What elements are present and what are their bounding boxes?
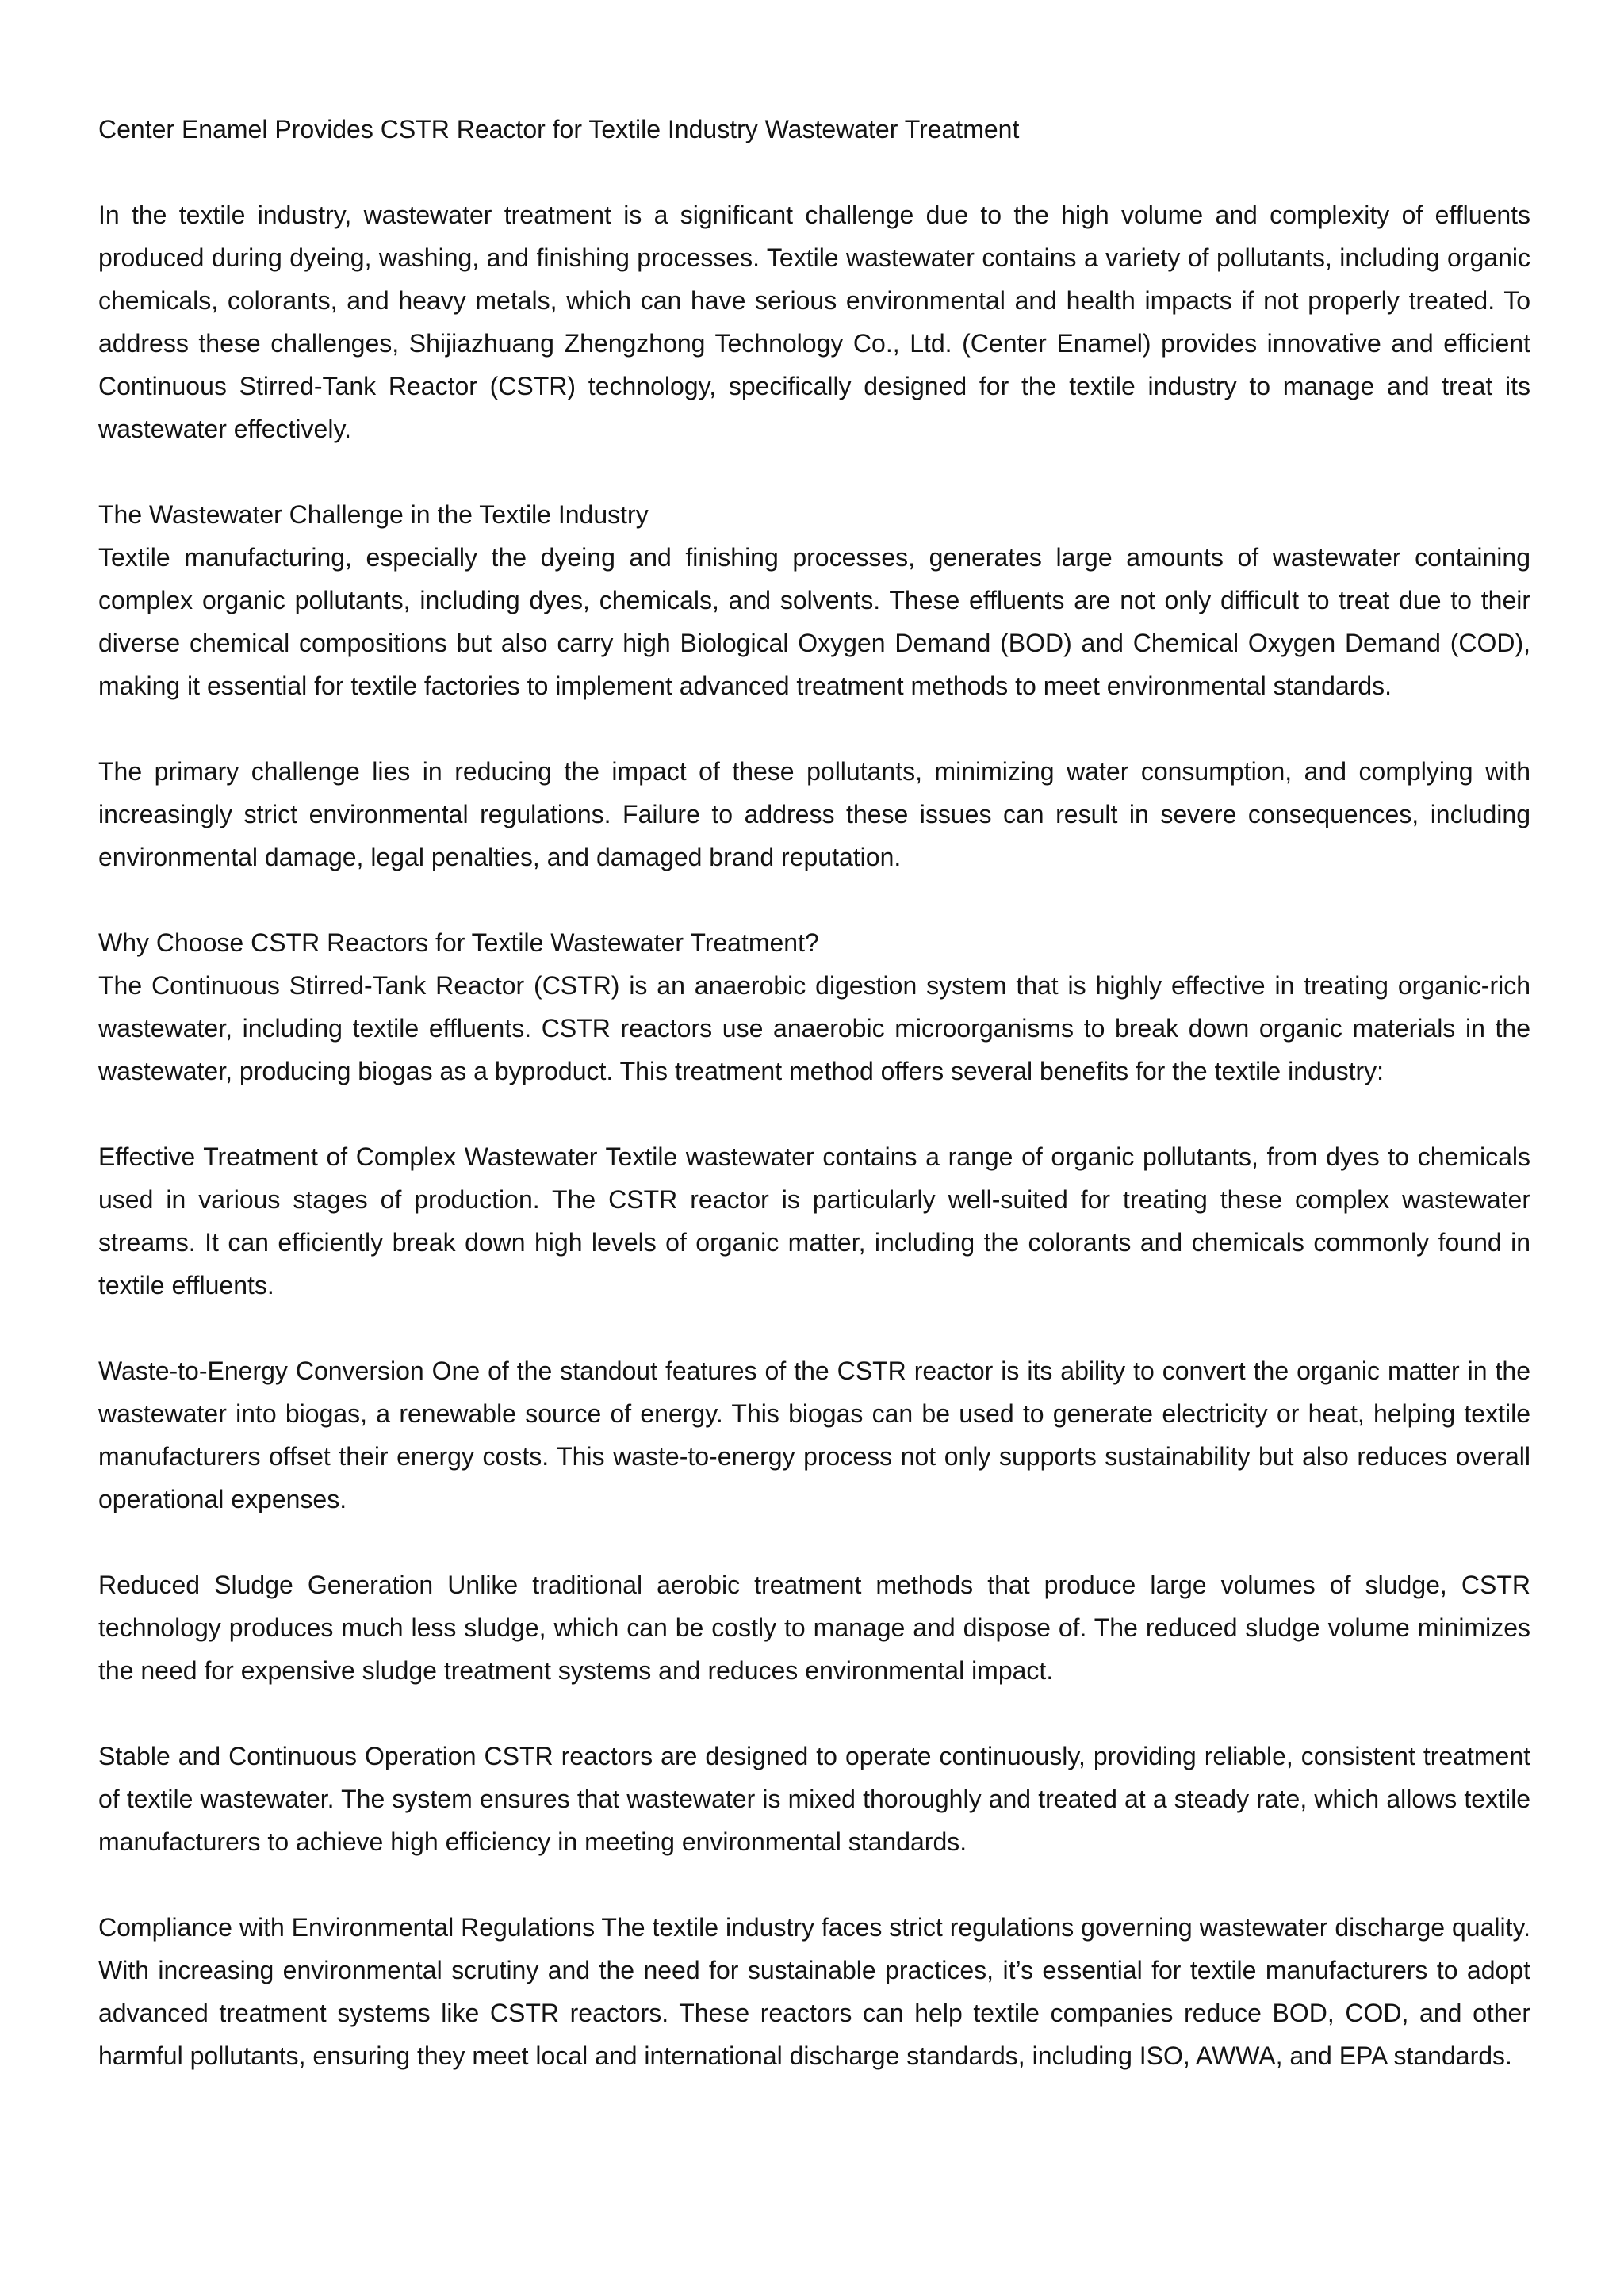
section-heading-wastewater-challenge: The Wastewater Challenge in the Textile Industry bbox=[98, 500, 649, 529]
paragraph: The primary challenge lies in reducing the impact of these pollutants, minimizing water consumption, and complying with increasingly strict environmental regulations. Failure to address these issues can result in severe consequences, including environmental damage, legal penalties, and damaged brand reputation. bbox=[98, 757, 1530, 871]
paragraph: Textile manufacturing, especially the dyeing and finishing processes, generates large amounts of wastewater containing complex organic pollutants, including dyes, chemicals, and solvents. These effluents are not only difficult to treat due to their diverse chemical compositions but also carry high Biological Oxygen Demand (BOD) and Chemical Oxygen Demand (COD), making it essential for textile factories to implement advanced treatment methods to meet environmental standards. bbox=[98, 543, 1530, 700]
benefit-paragraph-waste-to-energy: Waste-to-Energy Conversion One of the standout features of the CSTR reactor is its ability to convert the organic matter in the wastewater into biogas, a renewable source of energy. This biogas can be used to generate electricity or heat, helping textile manufacturers offset their energy costs. This waste-to-energy process not only supports sustainability but also reduces overall operational expenses. bbox=[98, 1357, 1530, 1513]
benefit-paragraph-stable-operation: Stable and Continuous Operation CSTR reactors are designed to operate continuously, providing reliable, consistent treatment of textile wastewater. The system ensures that wastewater is mixed thoroughly and treated at a steady rate, which allows textile manufacturers to achieve high efficiency in meeting environmental standards. bbox=[98, 1742, 1530, 1856]
benefit-paragraph-reduced-sludge: Reduced Sludge Generation Unlike traditional aerobic treatment methods that produce large volumes of sludge, CSTR technology produces much less sludge, which can be costly to manage and dispose of. The reduced sludge volume minimizes the need for expensive sludge treatment systems and reduces environmental impact. bbox=[98, 1571, 1530, 1685]
document-title: Center Enamel Provides CSTR Reactor for Textile Industry Wastewater Treatment bbox=[98, 115, 1020, 144]
benefit-paragraph-effective-treatment: Effective Treatment of Complex Wastewater Textile wastewater contains a range of organic pollutants, from dyes to chemicals used in various stages of production. The CSTR reactor is particularly well-suited for treating these complex wastewater streams. It can efficiently break down high levels of organic matter, including the colorants and chemicals commonly found in textile effluents. bbox=[98, 1142, 1530, 1299]
intro-paragraph: In the textile industry, wastewater treatment is a significant challenge due to the high volume and complexity of effluents produced during dyeing, washing, and finishing processes. Textile wastewater contains a variety of pollutants, including organic chemicals, colorants, and heavy metals, which can have serious environmental and health impacts if not properly treated. To address these challenges, Shijiazhuang Zhengzhong Technology Co., Ltd. (Center Enamel) provides innovative and efficient Continuous Stirred-Tank Reactor (CSTR) technology, specifically designed for the textile industry to manage and treat its wastewater effectively. bbox=[98, 201, 1530, 443]
section-heading-why-choose-cstr: Why Choose CSTR Reactors for Textile Wastewater Treatment? bbox=[98, 928, 819, 957]
paragraph: The Continuous Stirred-Tank Reactor (CSTR) is an anaerobic digestion system that is highly effective in treating organic-rich wastewater, including textile effluents. CSTR reactors use anaerobic microorganisms to break down organic materials in the wastewater, producing biogas as a byproduct. This treatment method offers several benefits for the textile industry: bbox=[98, 971, 1530, 1085]
benefit-paragraph-compliance: Compliance with Environmental Regulations The textile industry faces strict regulations governing wastewater discharge quality. With increasing environmental scrutiny and the need for sustainable practices, it’s essential for textile manufacturers to adopt advanced treatment systems like CSTR reactors. These reactors can help textile companies reduce BOD, COD, and other harmful pollutants, ensuring they meet local and international discharge standards, including ISO, AWWA, and EPA standards. bbox=[98, 1913, 1530, 2070]
document-page bbox=[98, 108, 1530, 2120]
